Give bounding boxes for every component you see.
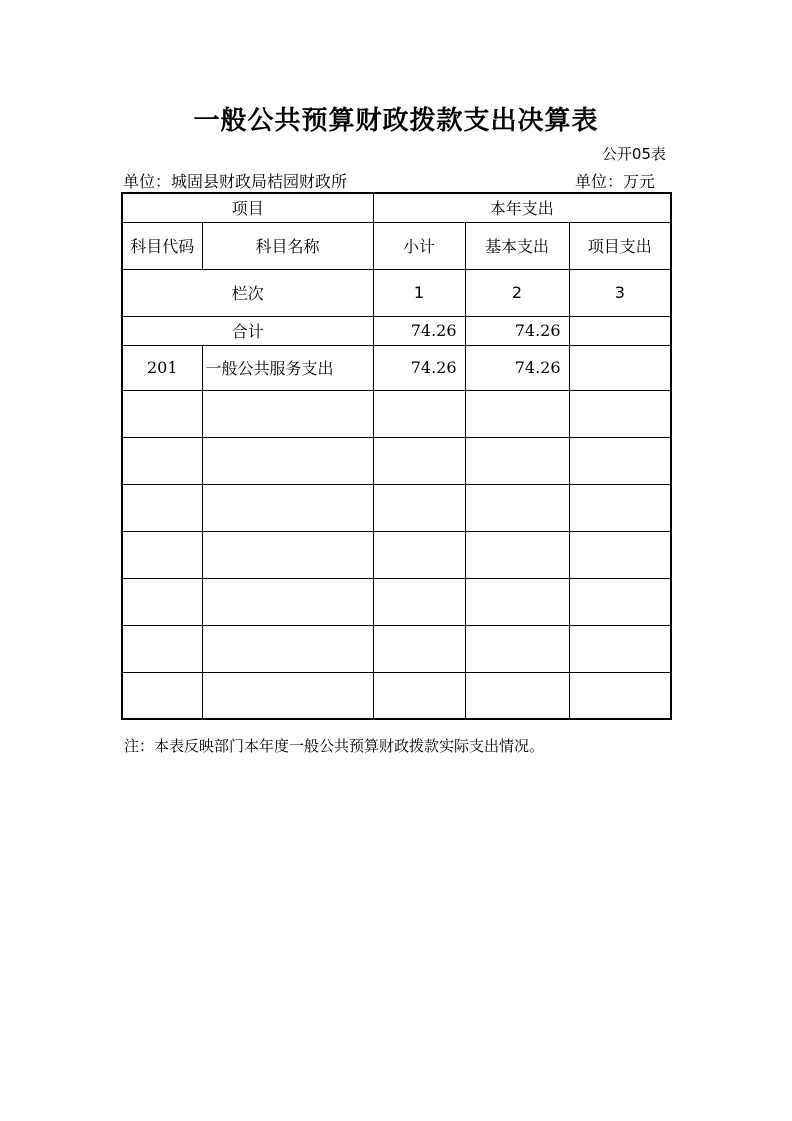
column-index-label: 栏次: [122, 269, 373, 316]
empty-row: [122, 484, 671, 531]
form-code: 公开05表: [601, 145, 666, 163]
total-subtotal: 74.26: [373, 316, 465, 345]
empty-row: [122, 390, 671, 437]
header-project: 项目: [122, 193, 373, 222]
unit-organization: 单位：城固县财政局桔园财政所: [123, 172, 348, 191]
column-index-3: 3: [569, 269, 671, 316]
total-label: 合计: [122, 316, 373, 345]
column-index-1: 1: [373, 269, 465, 316]
expenditure-table: [121, 192, 672, 720]
empty-row: [122, 531, 671, 578]
table-row: [122, 345, 671, 390]
header-current-year-expense: 本年支出: [373, 193, 671, 222]
header-project-expense: 项目支出: [569, 222, 671, 269]
total-row: [122, 316, 671, 345]
footnote: 注：本表反映部门本年度一般公共预算财政拨款实际支出情况。: [124, 737, 545, 755]
total-project: [569, 316, 671, 345]
empty-row: [122, 672, 671, 719]
empty-row: [122, 625, 671, 672]
column-index-row: [122, 269, 671, 316]
row-basic: 74.26: [465, 345, 569, 390]
row-name: 一般公共服务支出: [202, 345, 373, 390]
empty-row: [122, 578, 671, 625]
row-code: 201: [122, 345, 202, 390]
header-basic: 基本支出: [465, 222, 569, 269]
column-index-2: 2: [465, 269, 569, 316]
header-row-2: [122, 222, 671, 269]
row-subtotal: 74.26: [373, 345, 465, 390]
header-name: 科目名称: [202, 222, 373, 269]
page-title: 一般公共预算财政拨款支出决算表: [193, 106, 599, 136]
header-code: 科目代码: [122, 222, 202, 269]
empty-row: [122, 437, 671, 484]
row-project: [569, 345, 671, 390]
unit-currency: 单位：万元: [574, 172, 655, 191]
header-row-1: [122, 193, 671, 222]
total-basic: 74.26: [465, 316, 569, 345]
header-subtotal: 小计: [373, 222, 465, 269]
